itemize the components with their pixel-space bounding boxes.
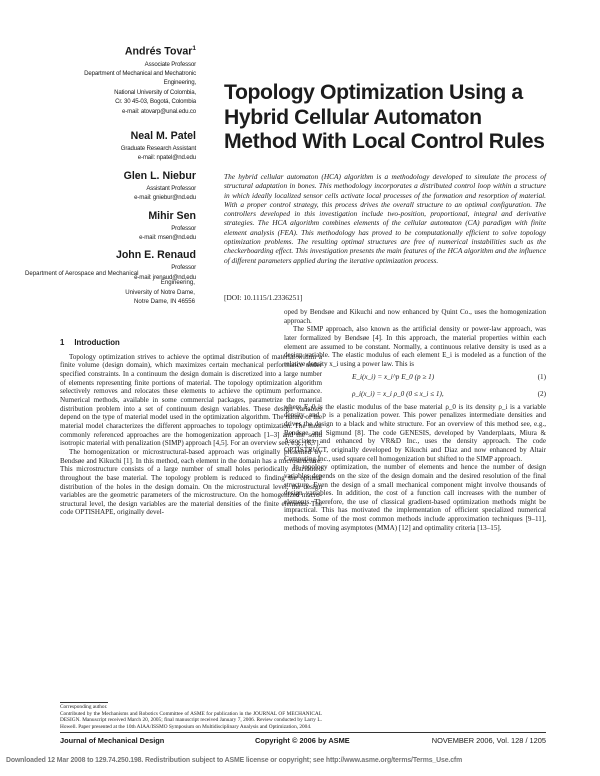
copyright: Copyright © 2006 by ASME [255,736,350,745]
issue-info: NOVEMBER 2006, Vol. 128 / 1205 [431,736,546,745]
abstract: The hybrid cellular automaton (HCA) algorithm is a methodology developed to simulate the process of structural adaptation in bones. This methodology incorporates a distributed control loop within a structure in which ideally localized sensor cells activate local processes of the formation and resorption of material. With a proper control strategy, this process drives the overall structure to an optimal configuration. The controllers developed in this investigation include two-position, proportional, integral and derivative strategies. The HCA algorithm combines elements of the cellular automaton (CA) paradigm with finite element analysis (FEA). This methodology has proved to be computationally efficient to solve topology optimization problems. The resulting optimal structures are free of numerical instabilities such as the checkerboarding effect. This investigation presents the main features of the HCA algorithm and the influence of different parameters applied during the iterative optimization process. [224,172,546,265]
author-name: Glen L. Niebur [123,169,196,182]
section-heading: 1 Introduction [60,338,120,347]
journal-name: Journal of Mechanical Design [60,736,165,745]
author-block [10,42,196,289]
right-column [284,308,546,532]
author-name: John E. Renaud [115,249,196,262]
author-name: Mihir Sen [148,209,196,222]
author-affiliation: Associate Professor Department of Mechanical and Mechatronic Engineering, National University of Colombia, Cr. 30 45-03, Bogotá, Colombia e-mail: atovarp@unal.edu.co [84,60,196,115]
equation-body: E_i(x_i) = x_i^p E_0 (p ≥ 1) [352,372,435,381]
paper-title: Topology Optimization Using a Hybrid Cellular Automaton Method With Local Control Rules [224,81,545,153]
equation-number: (1) [537,372,546,381]
author-affiliation: Graduate Research Assistant e-mail: npatel@nd.edu [120,144,196,162]
footer-divider [60,732,546,733]
footnotes [60,704,322,730]
author-entry [10,170,196,203]
author-name: Andrés Tovar$^1$ [124,45,196,58]
author-affiliation: Professor e-mail: msen@nd.edu [139,224,196,241]
footnote-divider [60,702,108,703]
footnote: Contributed by the Mechanisms and Robotics Committee of ASME for publication in the JOURNAL OF MECHANICAL DESIGN. Manuscript received March 20, 2005; final manuscript received January 7, 2006. Review conducted by Larry L. Howell. Paper presented at the 10th AIAA/ISSMO Symposium on Multidisciplinary Analysis and Optimization, 2004. [60,710,322,730]
body-paragraph: The homogenization or microstructural-based approach was originally presented by Bendsøe and Kikuchi [1]. In this method, each element in the domain has a microstructure. This microstructure consists of a large number of small holes periodically distributed throughout the base material. The topology problem is reduced to finding the optimal distribution of the holes in the design domain. On the microstructural level, the design variables are the geometric parameters of the microstructure. On the homogenized macro-structural level, the design variables are the material densities of the finite elements. The code OPTISHAPE, originally devel- [60,447,322,517]
body-paragraph: Topology optimization strives to achieve the optimal distribution of material within a finite volume (design domain), which maximizes certain mechanical performance under specified constraints. In a continuum the design domain is discretized into a large number of elements representing finite portions of material. The topology optimization algorithm selectively removes and relocates these elements to achieve the optimum performance. Numerical methods, available in some commercial packages, parametrize the material distribution problem into a set of continuum design variables. These design variables depend on the type of material model used in the optimization algorithm. The nature of the material model characterizes the different approaches to topology optimization. The most commonly referenced approaches are the homogenization approach [1–3] and the solid isotropic material with penalization (SIMP) approach [4,5]. For an overview see, e.g., [6,7]. [60,352,322,448]
equation [284,369,546,386]
author-affiliation: Assistant Professor e-mail: gniebur@nd.edu [134,184,196,202]
equation-number: (2) [537,389,546,398]
author-entry [10,130,196,163]
author-name: Neal M. Patel [130,129,196,142]
author-entry [10,210,196,243]
body-paragraph: oped by Bendsøe and Kikuchi and now enhanced by Quint Co., uses the homogenization approach. [284,308,546,325]
author-entry [10,42,196,116]
equation [284,386,546,403]
download-notice: Downloaded 12 Mar 2008 to 129.74.250.198. Redistribution subject to ASME license or copyright; see http://www.asme.org/terms/Terms_Use.cfm [6,757,463,764]
body-paragraph: In topology optimization, the number of elements and hence the number of design variables depends on the size of the design domain and the desired resolution of the final structure. Even the design of a small mechanical component might involve thousands of design variables. In addition, the cost of a function call increases with the number of elements. Therefore, the use of classical gradient-based optimization methods might be impractical. This has motivated the implementation of efficient specialized numerical methods. Some of the most common methods include approximation techniques [9–11], methods of moving asymptotes (MMA) [12] and optimality criteria [13–15]. [284,463,546,532]
left-column [60,339,322,517]
shared-affiliation: Department of Aerospace and Mechanical Engineering, University of Notre Dame, Notre Dame, IN 46556 [25,270,195,306]
body-paragraph: where E_0 is the elastic modulus of the base material ρ_0 is its density ρ_i is a variable density, and p is a penalization power. This power penalizes intermediate densities and drives the design to a black and white structure. For an overview of this method see, e.g., Bendsøe and Sigmund [8]. The code GENESIS, developed by Vanderplaats, Miura & Associates and enhanced by VR&D Inc., uses the density approach. The code OPTISTRUCT, originally developed by Kikuchi and Diaz and now enhanced by Altair Computing Inc., used square cell homogenization but shifted to the SIMP approach. [284,402,546,463]
doi: [DOI: 10.1115/1.2336251] [224,293,303,302]
author-affiliation: Professor e-mail: jrenaud@nd.edu [134,264,196,281]
footnote: Corresponding author. [60,704,108,710]
body-paragraph: The SIMP approach, also known as the artificial density or power-law approach, was later formalized by Bendsøe [4]. In this approach, the material properties within each element are assumed to be constant. Normally, a continuous relative density is used as a design variable. The elastic modulus of each element E_i is modeled as a function of the relative density x_i using a power law. This is [284,325,546,368]
equation-body: ρ_i(x_i) = x_i ρ_0 (0 ≤ x_i ≤ 1), [352,389,444,398]
